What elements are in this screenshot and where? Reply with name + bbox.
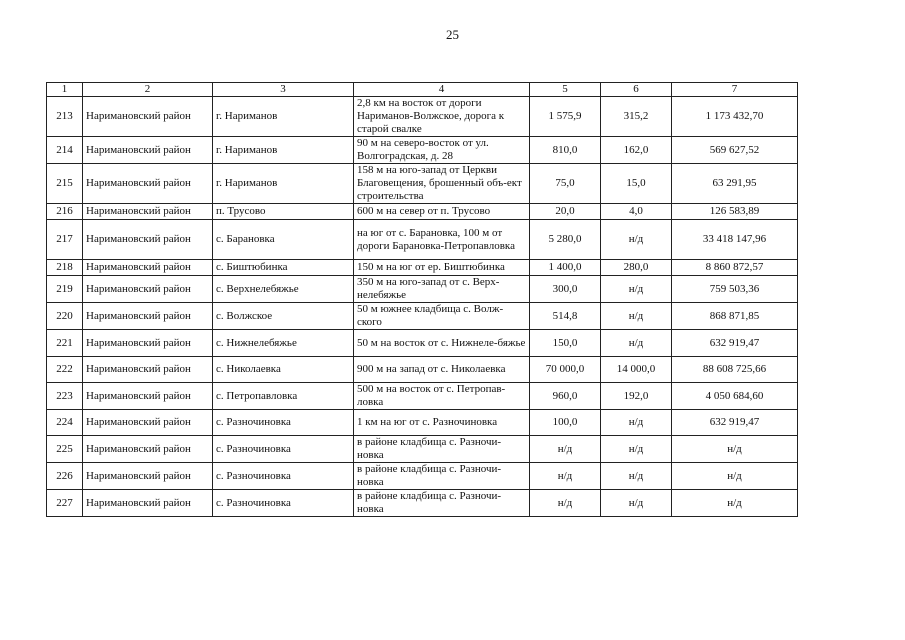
column-header: 4 xyxy=(354,83,530,97)
value-cell-6: 280,0 xyxy=(601,260,672,276)
district-cell: Наримановский район xyxy=(83,97,213,137)
value-cell-7: 4 050 684,60 xyxy=(672,383,798,410)
locality-cell: с. Разночиновка xyxy=(213,410,354,436)
location-description-cell: в районе кладбища с. Разночи-новка xyxy=(354,436,530,463)
district-cell: Наримановский район xyxy=(83,220,213,260)
location-description-cell: 900 м на запад от с. Николаевка xyxy=(354,357,530,383)
row-number: 216 xyxy=(47,204,83,220)
column-header: 1 xyxy=(47,83,83,97)
column-header: 2 xyxy=(83,83,213,97)
value-cell-5: 150,0 xyxy=(530,330,601,357)
value-cell-6: 192,0 xyxy=(601,383,672,410)
value-cell-6: 14 000,0 xyxy=(601,357,672,383)
value-cell-5: н/д xyxy=(530,490,601,517)
locality-cell: с. Николаевка xyxy=(213,357,354,383)
location-description-cell: 158 м на юго-запад от Церкви Благовещения, брошенный объ-ект строительства xyxy=(354,164,530,204)
row-number: 214 xyxy=(47,137,83,164)
column-header: 7 xyxy=(672,83,798,97)
value-cell-7: 63 291,95 xyxy=(672,164,798,204)
value-cell-5: 1 575,9 xyxy=(530,97,601,137)
header-row xyxy=(47,83,798,97)
value-cell-5: 960,0 xyxy=(530,383,601,410)
location-description-cell: на юг от с. Барановка, 100 м от дороги Барановка-Петропавловка xyxy=(354,220,530,260)
district-cell: Наримановский район xyxy=(83,410,213,436)
value-cell-7: 126 583,89 xyxy=(672,204,798,220)
district-cell: Наримановский район xyxy=(83,164,213,204)
value-cell-7: 8 860 872,57 xyxy=(672,260,798,276)
locality-cell: с. Верхнелебяжье xyxy=(213,276,354,303)
row-number: 226 xyxy=(47,463,83,490)
value-cell-5: н/д xyxy=(530,463,601,490)
table-row xyxy=(47,463,798,490)
value-cell-6: н/д xyxy=(601,410,672,436)
value-cell-5: 75,0 xyxy=(530,164,601,204)
location-description-cell: 50 м на восток от с. Нижнеле-бяжье xyxy=(354,330,530,357)
value-cell-6: н/д xyxy=(601,490,672,517)
location-description-cell: в районе кладбища с. Разночи-новка xyxy=(354,463,530,490)
table-row xyxy=(47,276,798,303)
district-cell: Наримановский район xyxy=(83,303,213,330)
column-header: 5 xyxy=(530,83,601,97)
table-row xyxy=(47,204,798,220)
locality-cell: п. Трусово xyxy=(213,204,354,220)
value-cell-5: 300,0 xyxy=(530,276,601,303)
row-number: 219 xyxy=(47,276,83,303)
locality-cell: г. Нариманов xyxy=(213,137,354,164)
row-number: 223 xyxy=(47,383,83,410)
value-cell-6: 315,2 xyxy=(601,97,672,137)
table-row xyxy=(47,357,798,383)
location-description-cell: 2,8 км на восток от дороги Нариманов-Волжское, дорога к старой свалке xyxy=(354,97,530,137)
table-body xyxy=(47,97,798,517)
locality-cell: г. Нариманов xyxy=(213,97,354,137)
data-table xyxy=(46,82,798,517)
location-description-cell: 1 км на юг от с. Разночиновка xyxy=(354,410,530,436)
value-cell-6: 162,0 xyxy=(601,137,672,164)
value-cell-6: н/д xyxy=(601,463,672,490)
district-cell: Наримановский район xyxy=(83,204,213,220)
table-row xyxy=(47,410,798,436)
value-cell-7: н/д xyxy=(672,490,798,517)
locality-cell: г. Нариманов xyxy=(213,164,354,204)
value-cell-7: 33 418 147,96 xyxy=(672,220,798,260)
location-description-cell: 50 м южнее кладбища с. Волж-ского xyxy=(354,303,530,330)
table-row xyxy=(47,383,798,410)
row-number: 213 xyxy=(47,97,83,137)
locality-cell: с. Волжское xyxy=(213,303,354,330)
column-header: 3 xyxy=(213,83,354,97)
district-cell: Наримановский район xyxy=(83,357,213,383)
district-cell: Наримановский район xyxy=(83,436,213,463)
district-cell: Наримановский район xyxy=(83,276,213,303)
row-number: 220 xyxy=(47,303,83,330)
table-row xyxy=(47,303,798,330)
row-number: 222 xyxy=(47,357,83,383)
location-description-cell: 350 м на юго-запад от с. Верх-нелебяжье xyxy=(354,276,530,303)
locality-cell: с. Нижнелебяжье xyxy=(213,330,354,357)
row-number: 215 xyxy=(47,164,83,204)
table-row xyxy=(47,436,798,463)
table-row xyxy=(47,164,798,204)
value-cell-6: н/д xyxy=(601,276,672,303)
value-cell-7: н/д xyxy=(672,463,798,490)
value-cell-5: 810,0 xyxy=(530,137,601,164)
district-cell: Наримановский район xyxy=(83,137,213,164)
value-cell-6: 4,0 xyxy=(601,204,672,220)
value-cell-6: н/д xyxy=(601,436,672,463)
row-number: 218 xyxy=(47,260,83,276)
value-cell-5: 1 400,0 xyxy=(530,260,601,276)
value-cell-6: н/д xyxy=(601,330,672,357)
table-row xyxy=(47,260,798,276)
value-cell-6: 15,0 xyxy=(601,164,672,204)
column-header: 6 xyxy=(601,83,672,97)
locality-cell: с. Барановка xyxy=(213,220,354,260)
table-row xyxy=(47,137,798,164)
district-cell: Наримановский район xyxy=(83,260,213,276)
value-cell-6: н/д xyxy=(601,220,672,260)
table-row xyxy=(47,490,798,517)
location-description-cell: 150 м на юг от ер. Биштюбинка xyxy=(354,260,530,276)
locality-cell: с. Разночиновка xyxy=(213,436,354,463)
value-cell-7: 632 919,47 xyxy=(672,330,798,357)
table-row xyxy=(47,330,798,357)
value-cell-5: 70 000,0 xyxy=(530,357,601,383)
district-cell: Наримановский район xyxy=(83,330,213,357)
value-cell-7: 88 608 725,66 xyxy=(672,357,798,383)
locality-cell: с. Разночиновка xyxy=(213,490,354,517)
district-cell: Наримановский район xyxy=(83,383,213,410)
value-cell-5: 20,0 xyxy=(530,204,601,220)
locality-cell: с. Биштюбинка xyxy=(213,260,354,276)
value-cell-7: н/д xyxy=(672,436,798,463)
value-cell-5: 5 280,0 xyxy=(530,220,601,260)
location-description-cell: в районе кладбища с. Разночи-новка xyxy=(354,490,530,517)
value-cell-5: 514,8 xyxy=(530,303,601,330)
location-description-cell: 90 м на северо-восток от ул. Волгоградская, д. 28 xyxy=(354,137,530,164)
page-number: 25 xyxy=(446,27,459,42)
row-number: 217 xyxy=(47,220,83,260)
row-number: 227 xyxy=(47,490,83,517)
value-cell-7: 759 503,36 xyxy=(672,276,798,303)
location-description-cell: 600 м на север от п. Трусово xyxy=(354,204,530,220)
table-row xyxy=(47,97,798,137)
value-cell-5: 100,0 xyxy=(530,410,601,436)
value-cell-7: 868 871,85 xyxy=(672,303,798,330)
value-cell-6: н/д xyxy=(601,303,672,330)
row-number: 224 xyxy=(47,410,83,436)
location-description-cell: 500 м на восток от с. Петропав-ловка xyxy=(354,383,530,410)
district-cell: Наримановский район xyxy=(83,490,213,517)
locality-cell: с. Петропавловка xyxy=(213,383,354,410)
value-cell-7: 569 627,52 xyxy=(672,137,798,164)
value-cell-5: н/д xyxy=(530,436,601,463)
row-number: 221 xyxy=(47,330,83,357)
table-row xyxy=(47,220,798,260)
value-cell-7: 632 919,47 xyxy=(672,410,798,436)
district-cell: Наримановский район xyxy=(83,463,213,490)
value-cell-7: 1 173 432,70 xyxy=(672,97,798,137)
row-number: 225 xyxy=(47,436,83,463)
locality-cell: с. Разночиновка xyxy=(213,463,354,490)
